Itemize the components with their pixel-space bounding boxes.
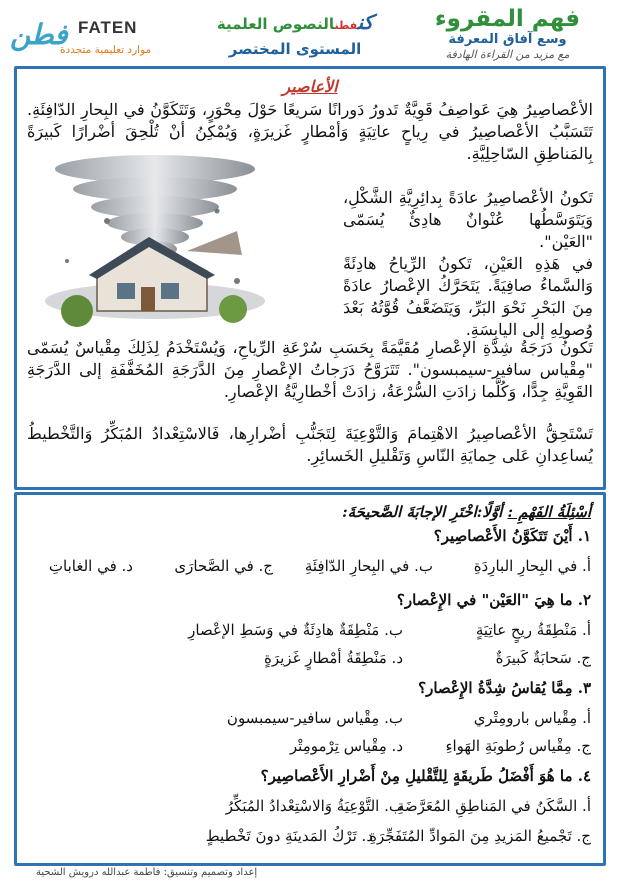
series-title	[200, 10, 390, 68]
faten-logo: فطن	[10, 18, 68, 51]
q3-option-b[interactable]: ب. مِقْياس سافير-سيمبسون	[226, 709, 403, 727]
credits-footer: إعداد وتصميم وتنسيق: فاطمة عبدالله درويش الشحية	[36, 867, 258, 878]
faten-brand-subtitle: موارد تعليمية متجددة	[60, 44, 152, 56]
reading-comprehension-banner	[405, 6, 610, 70]
q3-option-c[interactable]: ج. مِقْياس رُطوبَةِ الهَواءِ	[445, 737, 591, 755]
tornado-house-illustration	[37, 151, 287, 331]
banner-title: فهم المقروء	[434, 6, 581, 32]
question-1: ١. أَيْنَ تَتَكَوَّنُ الأَعْصاصِير؟	[433, 527, 591, 545]
series-title-line1	[200, 10, 390, 34]
q4-option-a[interactable]: أ. السَّكَنُ في المَناطِقِ المُعَرَّضَةِ	[396, 797, 591, 815]
questions-label: أسْئِلَةُ الفَهْمِ :	[507, 503, 591, 521]
passage-paragraph-1: الأعْصاصِيرُ هِيَ عَواصِفُ قَوِيَّةٌ تَدورُ دَورانًا سَريعًا حَوْلَ مِحْوَرٍ، وَتَتَكَوَّنُ في البِحارِ الدّافِئَةِ. تَتَسَبَّبُ الأعْصاصِيرُ في رِياحٍ عاتِيَةٍ وَأمْطارٍ غَزيرَةٍ، وَيُمْكِنُ أنْ تُلْحِقَ أضْرارًا كَبيرَةً بِالمَناطِقِ السّاحِلِيَّةِ.	[27, 100, 593, 163]
passage-paragraph-3: في هَذِهِ العَيْنِ، تَكونُ الرِّياحُ هادِئَةً وَالسَّماءُ صافِيَةً. يَتَحَرَّكُ الإعْصارُ عادَةً مِنَ البَحْرِ نَحْوَ البَرِّ، وَيَتَضَعَّفُ قُوَّتُهُ بَعْدَ وُصولِهِ إلى اليابِسَةِ.	[343, 254, 593, 339]
question-4: ٤. ما هُوَ أَفْضَلُ طَريقَةٍ لِلتَّقْليلِ مِنْ أَضْرارِ الأَعْصاصِير؟	[260, 767, 591, 785]
series-name: النصوص العلمية	[216, 15, 335, 33]
q4-option-d[interactable]: د. تَرْكُ المَدينَةِ دونَ تَخْطيطٍ	[205, 827, 373, 845]
questions-intro	[342, 503, 591, 521]
reading-passage-frame	[14, 66, 606, 490]
banner-subtitle: وسع آفاق المعرفة	[448, 32, 567, 47]
passage-paragraph-5: تَسْتَحِقُّ الأعْصاصِيرُ الاهْتِمامَ وَالتَّوْعِيَةَ لِتَجَنُّبِ أضْرارِها، فَالاسْتِعْدادُ المُبَكِّرُ وَالتَّخْطيطُ يُساعِدانِ عَلى حِمايَةِ النّاسِ وَتَقْليلِ الخَسائِرِ.	[27, 424, 593, 465]
q2-option-d[interactable]: د. مَنْطِقَةُ أمْطارٍ غَزيرَةٍ	[264, 649, 403, 667]
q1-option-b[interactable]: ب. في البِحارِ الدّافِئَةِ	[304, 557, 433, 575]
faten-brand-name: FATEN	[78, 18, 138, 37]
passage-title: الأعاصير	[282, 77, 338, 96]
q1-option-d[interactable]: د. في الغاباتِ	[48, 557, 133, 575]
series-level: المستوى المختصر	[228, 40, 362, 58]
q2-option-c[interactable]: ج. سَحابَةٌ كَبيرَةٌ	[495, 649, 591, 667]
banner-tagline: مع مزيد من القراءة الهادفة	[445, 48, 570, 61]
questions-task: أوَّلًا:اخْتَرِ الإجابَةَ الصَّحيحَةَ:	[342, 503, 503, 521]
passage-paragraph-4: تَكونُ دَرَجَةُ شِدَّةِ الإعْصارِ مُقَيَّمَةً بِحَسَبِ سُرْعَةِ الرِّياحِ، وَيُسْتَخْدَمُ لِذَلِكَ مِقْياسٌ يُسَمّى "مِقْياس سافير-سيمبسون". تَتَرَوَّحُ دَرَجاتُ الإعْصارِ مِنَ الدَّرَجَةِ المُخَفَّفَةِ إلى الدَّرَجَةِ القَوِيَّةِ جِدًّا، وَكُلَّما زادَتِ السُّرْعَةُ، زادَتْ أخْطارِيَّةُ الإعْصارِ.	[27, 338, 594, 401]
question-2: ٢. ما هِيَ "العَيْن" في الإِعْصار؟	[396, 591, 591, 609]
q4-option-c[interactable]: ج. تَجْميعُ المَزيدِ مِنَ المَوادِّ المُتَفَجِّرَةِ	[369, 827, 591, 845]
series-f: فطن	[334, 19, 358, 32]
passage-paragraph-2: تَكونُ الأعْصاصِيرُ عادَةً بِدائِرِيَّةِ الشَّكْلِ، وَيَتَوَسَّطُها عُنْوانٌ هادِئٌ يُسَمّى "العَيْن".	[343, 188, 593, 251]
question-3: ٣. مِمَّا يُقاسُ شِدَّةُ الإِعْصار؟	[418, 679, 591, 697]
q3-option-d[interactable]: د. مِقْياس تِرْمومِتْر	[289, 737, 403, 755]
questions-frame	[14, 492, 606, 866]
q4-option-b[interactable]: ب. التَّوْعِيَةُ وَالاسْتِعْدادُ المُبَكِّرُ	[225, 797, 403, 815]
q1-option-a[interactable]: أ. في البِحارِ البارِدَةِ	[473, 557, 591, 575]
series-k: كن	[357, 10, 374, 34]
q2-option-b[interactable]: ب. مَنْطِقَةٌ هادِئَةٌ في وَسَطِ الإعْصارِ	[188, 621, 403, 639]
q2-option-a[interactable]: أ. مَنْطِقَةُ ريحٍ عاتِيَةٍ	[475, 621, 591, 639]
q1-option-c[interactable]: ج. في الصَّحارَى	[174, 557, 273, 575]
faten-brand	[8, 10, 158, 68]
q3-option-a[interactable]: أ. مِقْياس بارومِتْري	[473, 709, 591, 727]
